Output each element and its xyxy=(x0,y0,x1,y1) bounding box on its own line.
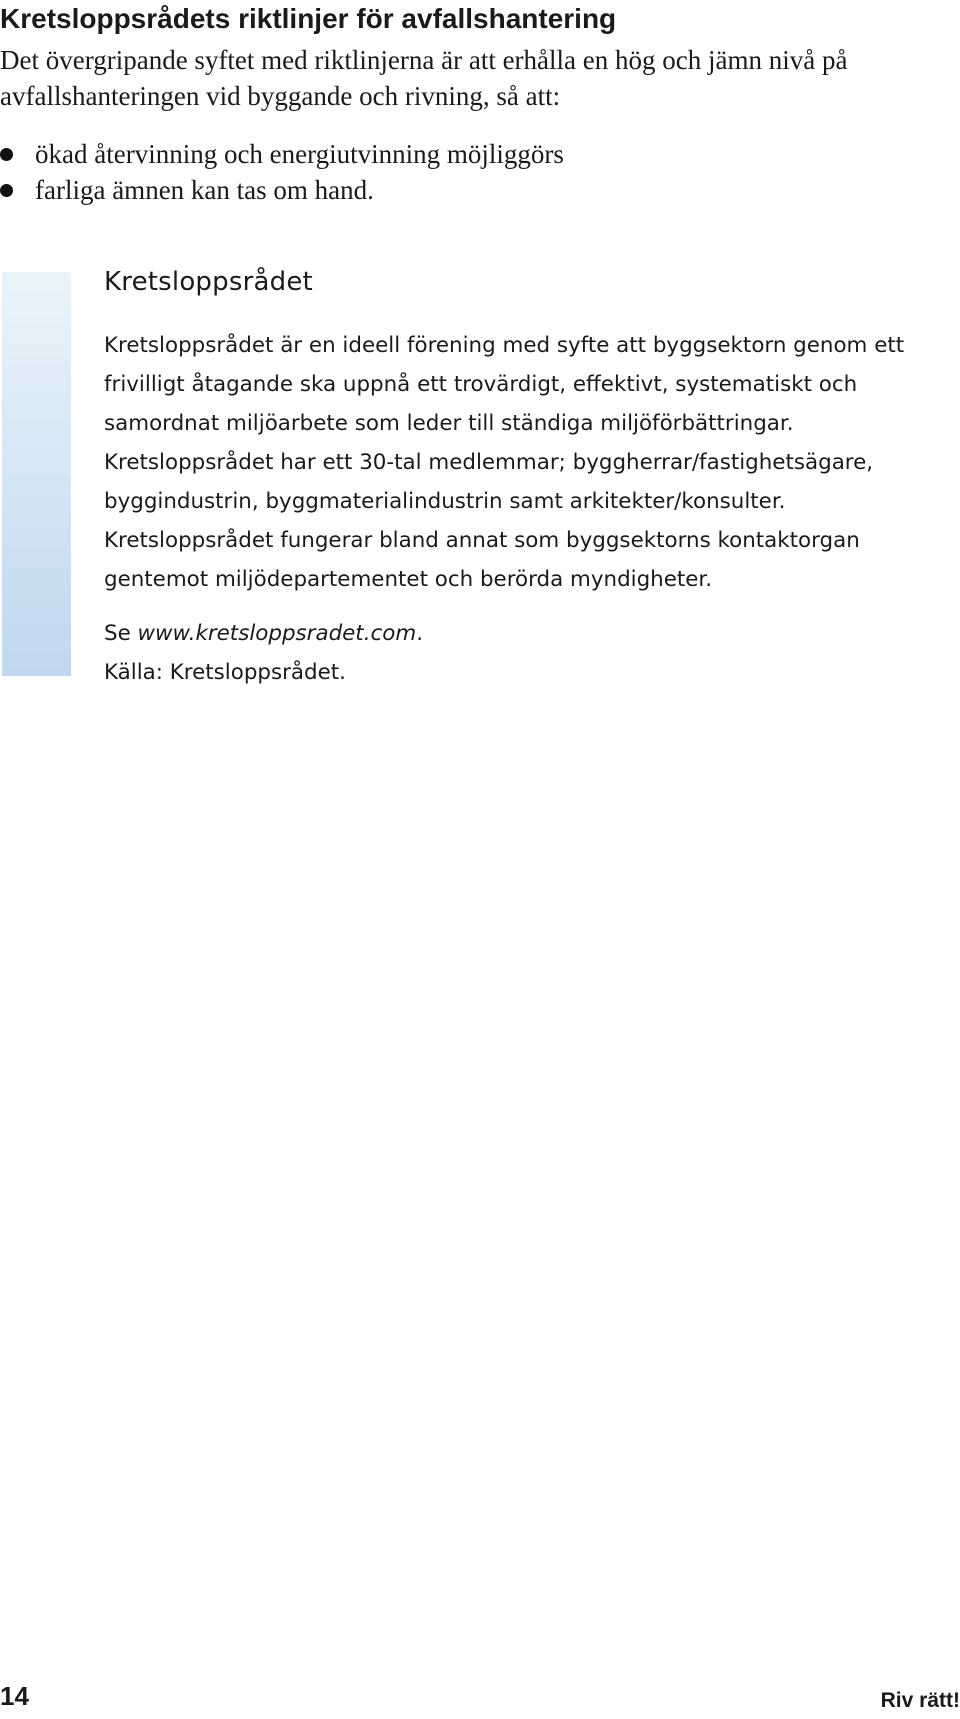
fact-box-sidebar xyxy=(2,272,71,676)
link-prefix: Se xyxy=(104,621,138,646)
bullet-item xyxy=(0,172,564,208)
fact-box-body: Kretsloppsrådet är en ideell förening med syfte att byggsektorn genom ett frivilligt åtagande ska uppnå ett trovärdigt, effektivt, systematiskt och samordnat miljöarbete som leder till ständiga miljöförbättringar. Kretsloppsrådet har ett 30-tal medlemmar; byggherrar/fastighetsägare, byggindustrin, byggmaterialindustrin samt arkitekter/konsulter. Kretsloppsrådet fungerar bland annat som byggsektorns kontaktorgan gentemot miljödepartementet och berörda myndigheter. xyxy=(104,333,905,592)
page-heading: Kretsloppsrådets riktlinjer för avfallshantering xyxy=(0,3,617,34)
intro-paragraph: Det övergripande syftet med riktlinjerna är att erhålla en hög och jämn nivå på avfallshanteringen vid byggande och rivning, så att: xyxy=(0,45,848,111)
bullet-item xyxy=(0,136,564,172)
footer-publication-title: Riv rätt! xyxy=(880,1689,960,1712)
bullet-icon xyxy=(0,184,13,197)
bullet-icon xyxy=(0,148,13,161)
website-link[interactable]: www.kretsloppsradet.com xyxy=(137,621,417,646)
bullet-text: ökad återvinning och energiutvinning möjliggörs xyxy=(35,139,564,169)
fact-box-link-line xyxy=(104,614,954,653)
bullet-text: farliga ämnen kan tas om hand. xyxy=(35,175,374,205)
fact-box-title: Kretsloppsrådet xyxy=(104,267,313,297)
fact-box xyxy=(104,264,954,692)
link-suffix: . xyxy=(416,621,423,646)
fact-box-source: Källa: Kretsloppsrådet. xyxy=(104,660,346,685)
page-number: 14 xyxy=(0,1681,29,1711)
bullet-list xyxy=(0,136,564,208)
